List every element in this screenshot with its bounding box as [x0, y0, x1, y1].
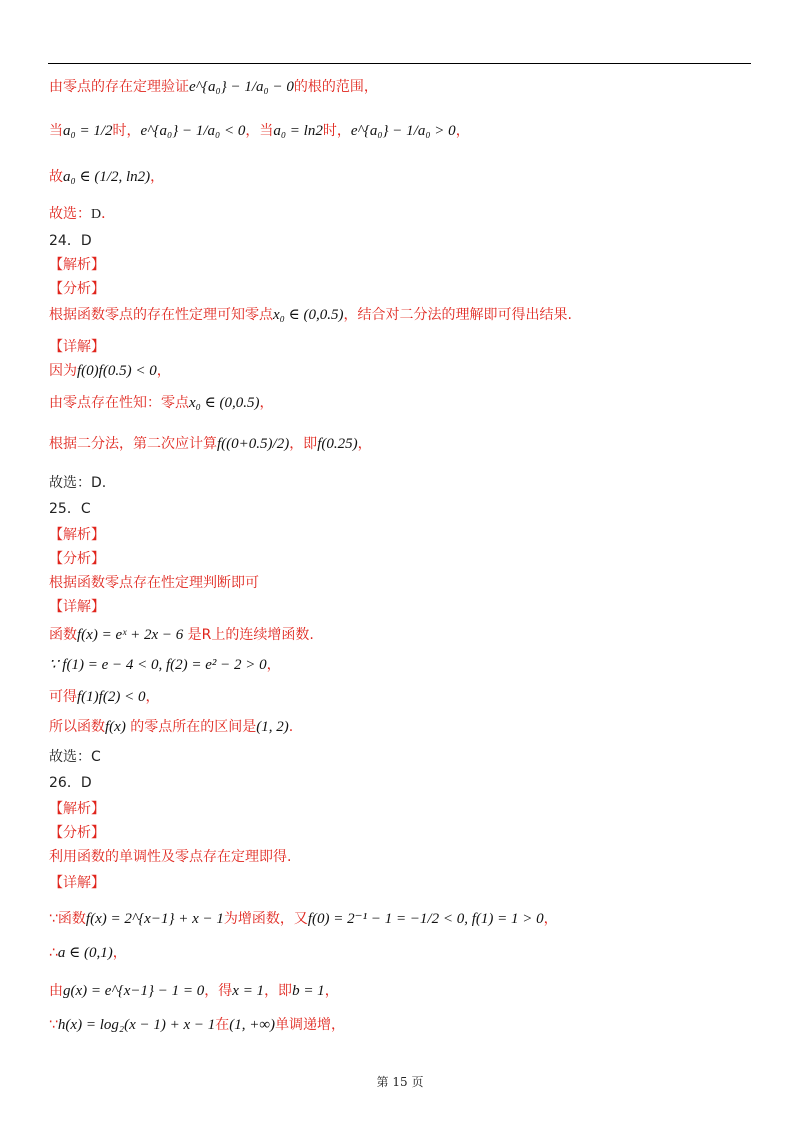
line-text: 为增函数，又	[223, 911, 308, 927]
text-line	[49, 78, 378, 96]
text-line	[49, 574, 259, 592]
line-text: 根据函数零点存在性定理判断即可	[49, 575, 259, 591]
header-rule	[48, 63, 751, 64]
text-line	[49, 362, 171, 380]
text-line	[49, 718, 293, 736]
line-text: ．	[101, 206, 116, 222]
text-line	[49, 550, 105, 568]
line-text: 【分析】	[49, 551, 105, 567]
line-text: 【分析】	[49, 825, 105, 841]
math-expression: a ∈ (0,1)	[57, 945, 113, 961]
line-text: 函数	[49, 627, 77, 643]
line-text: ，即	[289, 436, 318, 452]
line-text: ，	[266, 657, 281, 673]
math-expression: e^{a₀} − 1/a₀ < 0	[140, 123, 246, 139]
text-line	[49, 474, 106, 492]
math-expression: f((0+0.5)/2)	[217, 436, 290, 452]
line-text: ，得	[204, 983, 233, 999]
text-line	[49, 656, 281, 674]
line-text: ，	[324, 983, 339, 999]
math-expression: f(x) = 2^{x−1} + x − 1	[85, 911, 224, 927]
line-text: 【解析】	[49, 257, 105, 273]
math-expression: x₀ ∈ (0,0.5)	[273, 307, 344, 323]
line-text: 因为	[49, 363, 77, 379]
line-text: 26．D	[49, 775, 92, 791]
math-expression: a₀ ∈ (1/2, ln2)	[63, 169, 151, 185]
math-expression: (1, +∞)	[229, 1017, 276, 1033]
line-text: 的根的范围，	[293, 79, 378, 95]
line-text: 当	[49, 123, 63, 139]
text-line	[49, 338, 105, 356]
text-line	[49, 910, 558, 928]
line-text: 的零点所在的区间是	[125, 719, 257, 735]
math-expression: f(0)f(0.5) < 0	[77, 363, 157, 379]
line-text: 故	[49, 169, 63, 185]
line-text: ∴	[49, 945, 58, 961]
math-expression: e^{a₀} − 1/a₀ − 0	[189, 79, 294, 95]
line-text: 利用函数的单调性及零点存在定理即得.	[49, 849, 292, 865]
text-line	[49, 500, 91, 518]
line-text: ，	[259, 395, 274, 411]
line-text: 由零点存在性知：零点	[49, 395, 189, 411]
line-text: .	[288, 719, 294, 735]
line-text: 【解析】	[49, 527, 105, 543]
line-text: 故选：C	[49, 749, 101, 765]
math-expression: e^{a₀} − 1/a₀ > 0	[350, 123, 456, 139]
line-text: ，	[543, 911, 558, 927]
line-text: 是R上的连续增函数.	[183, 627, 314, 643]
line-text: ，	[455, 123, 470, 139]
math-expression: h(x) = log₂(x − 1) + x − 1	[57, 1017, 216, 1033]
line-text: 由零点的存在定理验证	[49, 79, 189, 95]
answer-letter: D	[91, 207, 102, 222]
line-text: ，当	[245, 123, 274, 139]
line-text: 【分析】	[49, 281, 105, 297]
line-text: 根据二分法，第二次应计算	[49, 436, 217, 452]
text-line	[49, 205, 115, 224]
math-expression: f(0.25)	[317, 436, 358, 452]
text-line	[49, 598, 105, 616]
text-line	[49, 688, 159, 706]
text-line	[49, 824, 105, 842]
line-text: ，结合对二分法的理解即可得出结果.	[343, 307, 572, 323]
math-expression: (1, 2)	[256, 719, 289, 735]
line-text: ，	[145, 689, 160, 705]
line-text: ，	[357, 436, 372, 452]
line-text: 【详解】	[49, 875, 105, 891]
math-expression: f(x)	[105, 719, 126, 735]
text-line	[49, 748, 101, 766]
text-line	[49, 280, 105, 298]
text-line	[49, 435, 372, 453]
text-line	[49, 874, 105, 892]
text-line	[49, 394, 273, 412]
line-text: ，	[150, 169, 165, 185]
math-expression: a₀ = 1/2	[63, 123, 113, 139]
line-text: 时，	[112, 123, 141, 139]
text-line	[49, 944, 127, 962]
page-footer: 第 15 页	[376, 1075, 424, 1089]
math-expression: b = 1	[292, 983, 325, 999]
line-text: 故选：	[49, 206, 91, 222]
line-text: 在	[215, 1017, 230, 1033]
text-line	[49, 774, 92, 792]
line-text: 根据函数零点的存在性定理可知零点	[49, 307, 273, 323]
line-text: 单调递增，	[275, 1017, 346, 1033]
line-text: ∵函数	[49, 911, 86, 927]
math-expression: f(1)f(2) < 0	[77, 689, 146, 705]
line-text: 可得	[49, 689, 77, 705]
text-line	[49, 626, 314, 644]
line-text: 25．C	[49, 501, 91, 517]
math-expression: x₀ ∈ (0,0.5)	[189, 395, 260, 411]
line-text: 【详解】	[49, 599, 105, 615]
math-expression: x = 1	[232, 983, 265, 999]
line-text: ，即	[264, 983, 293, 999]
math-expression: ∵ f(1) = e − 4 < 0, f(2) = e² − 2 > 0	[49, 657, 267, 673]
line-text: 所以函数	[49, 719, 105, 735]
line-text: ∵	[49, 1017, 58, 1033]
text-line	[49, 848, 291, 866]
math-expression: a₀ = ln2	[273, 123, 323, 139]
line-text: ，	[156, 363, 171, 379]
text-line	[49, 168, 164, 186]
line-text: ，	[112, 945, 127, 961]
text-line	[49, 306, 572, 324]
text-line	[49, 526, 105, 544]
text-line	[49, 1016, 345, 1034]
math-expression: g(x) = e^{x−1} − 1 = 0	[63, 983, 205, 999]
text-line	[49, 232, 92, 250]
line-text: 24．D	[49, 233, 92, 249]
line-text: 故选：D.	[49, 475, 107, 491]
math-expression: f(x) = eˣ + 2x − 6	[77, 627, 184, 643]
line-text: 时，	[322, 123, 351, 139]
text-line	[49, 122, 470, 140]
line-text: 由	[49, 983, 63, 999]
line-text: 【解析】	[49, 801, 105, 817]
text-line	[49, 800, 105, 818]
text-line	[49, 982, 339, 1000]
text-line	[49, 256, 105, 274]
line-text: 【详解】	[49, 339, 105, 355]
math-expression: f(0) = 2⁻¹ − 1 = −1/2 < 0, f(1) = 1 > 0	[307, 911, 544, 927]
